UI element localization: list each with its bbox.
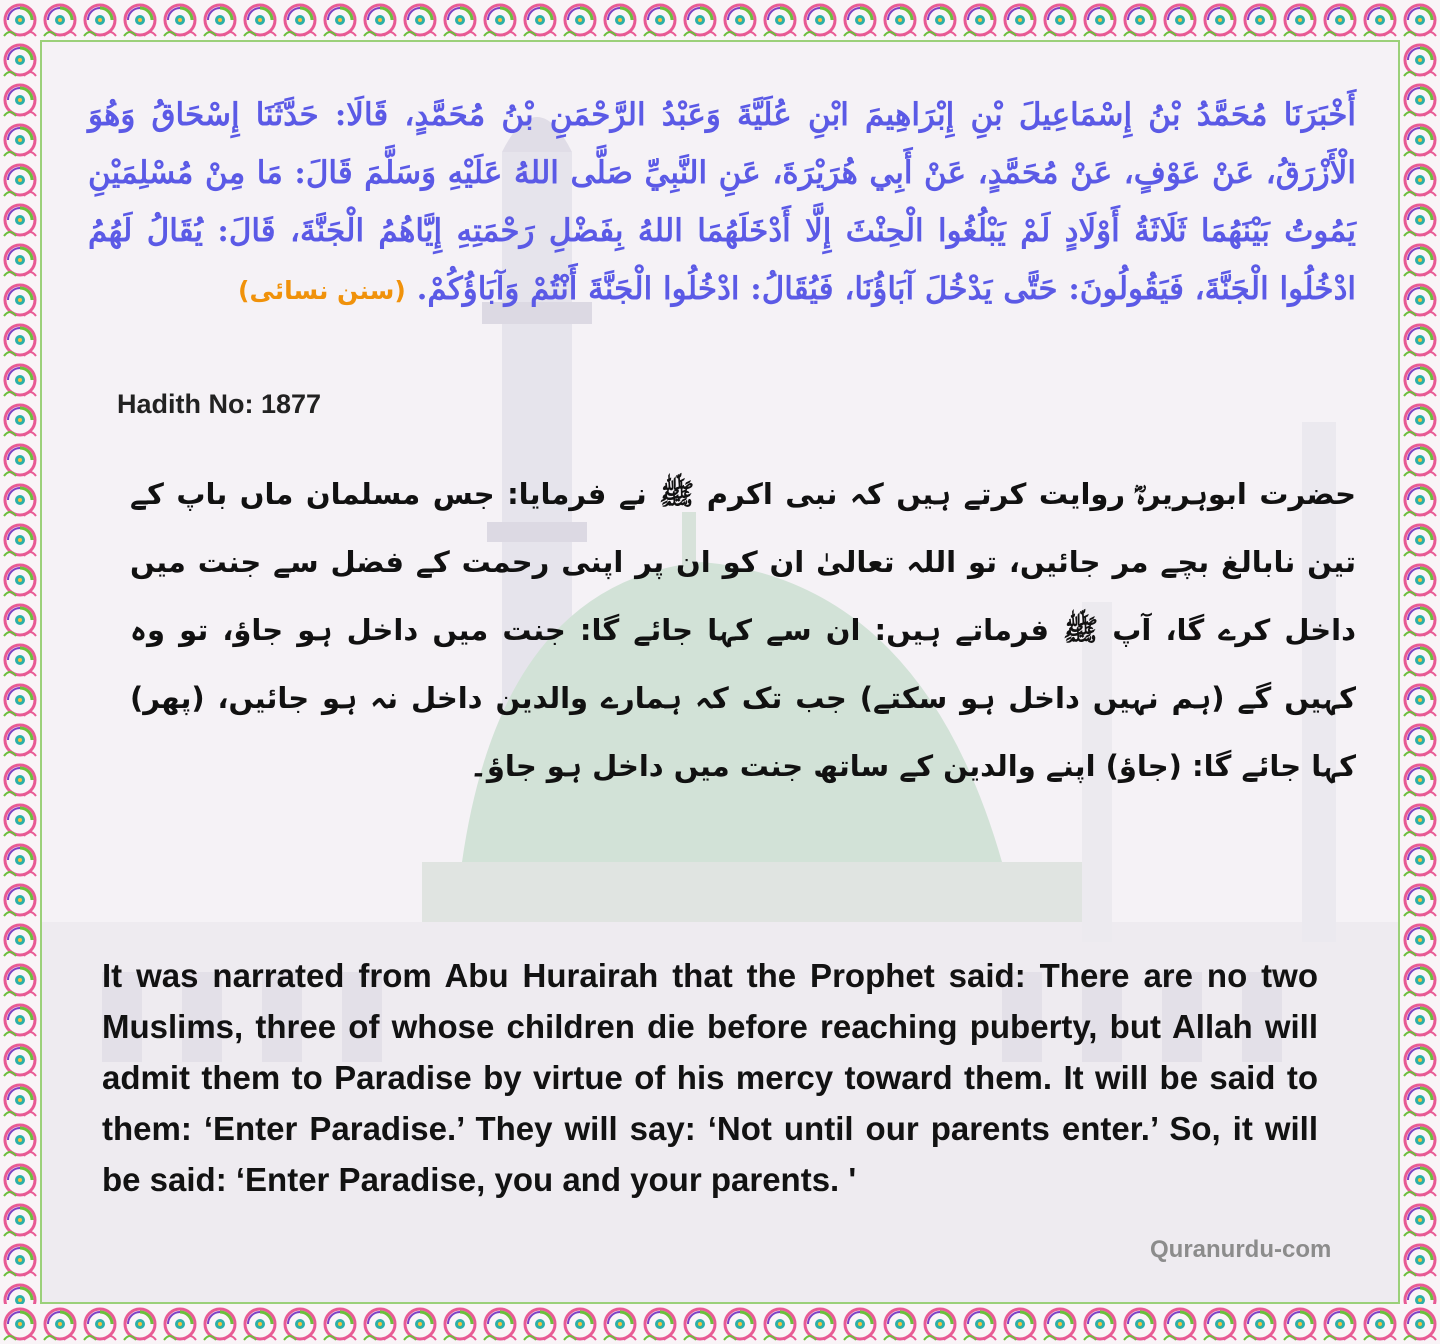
- source-reference: (سنن نسائی): [238, 276, 406, 305]
- english-translation: It was narrated from Abu Hurairah that the Prophet said: There are no two Muslims, three of whose children die before reaching puberty, but Allah will admit them to Paradise by virtue of his mercy toward them. It will be said to them: ‘Enter Paradise.’ They will say: ‘Not until our parents enter.’ So, it will be said: ‘Enter Paradise, you and your parents. ': [102, 957, 1318, 1198]
- ornamental-border-left: [0, 40, 40, 1304]
- urdu-translation: حضرت ابوہریرہؓ روایت کرتے ہیں کہ نبی اکرم ﷺ نے فرمایا: جس مسلمان ماں باپ کے تین نابالغ بچے مر جائیں، تو اللہ تعالیٰ ان کو ان پر اپنی رحمت کے فضل سے جنت میں داخل کرے گا، آپ ﷺ فرماتے ہیں: ان سے کہا جائے گا: جنت میں داخل ہو جاؤ، تو وہ کہیں گے (ہم نہیں داخل ہو سکتے) جب تک کہ ہمارے والدین داخل نہ ہو جائیں، (پھر) کہا جائے گا: (جاؤ) اپنے والدین کے ساتھ جنت میں داخل ہو جاؤ۔: [130, 477, 1356, 783]
- ornamental-border-bottom: [0, 1304, 1440, 1344]
- site-watermark: Quranurdu-com: [1150, 1236, 1332, 1263]
- arabic-hadith-text: [88, 86, 1356, 320]
- ornamental-border-top: [0, 0, 1440, 40]
- arabic-text: أَخْبَرَنَا مُحَمَّدُ بْنُ إِسْمَاعِيلَ بْنِ إِبْرَاهِيمَ ابْنِ عُلَيَّةَ وَعَبْدُ الرَّحْمَنِ بْنُ مُحَمَّدٍ، قَالَا: حَدَّثَنَا إِسْحَاقُ وَهُوَ الْأَزْرَقُ، عَنْ عَوْفٍ، عَنْ مُحَمَّدٍ، عَنْ أَبِي هُرَيْرَةَ، عَنِ النَّبِيِّ صَلَّى اللهُ عَلَيْهِ وَسَلَّمَ قَالَ: مَا مِنْ مُسْلِمَيْنِ يَمُوتُ بَيْنَهُمَا ثَلَاثَةُ أَوْلَادٍ لَمْ يَبْلُغُوا الْحِنْثَ إِلَّا أَدْخَلَهُمَا اللهُ بِفَضْلِ رَحْمَتِهِ إِيَّاهُمُ الْجَنَّةَ، قَالَ: يُقَالُ لَهُمُ ادْخُلُوا الْجَنَّةَ، فَيَقُولُونَ: حَتَّى يَدْخُلَ آبَاؤُنَا، فَيُقَالُ: ادْخُلُوا الْجَنَّةَ أَنْتُمْ وَآبَاؤُكُمْ.: [88, 97, 1356, 307]
- ornamental-border-right: [1400, 40, 1440, 1304]
- hadith-number: Hadith No: 1877: [117, 389, 322, 419]
